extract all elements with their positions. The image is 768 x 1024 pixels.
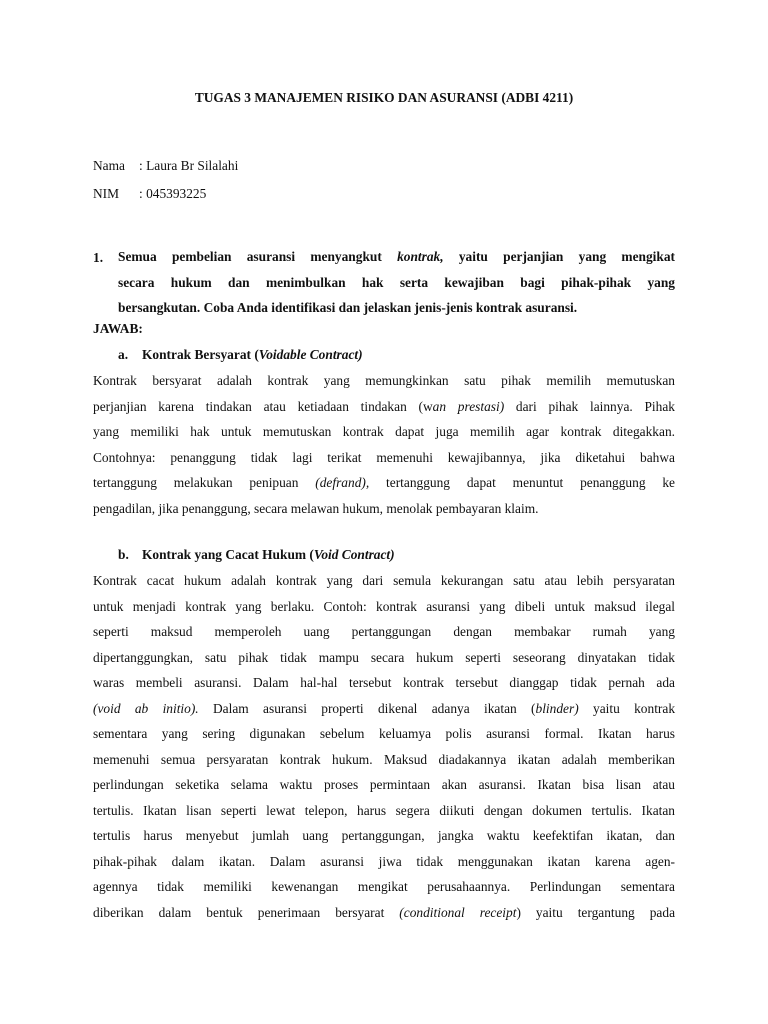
section-a-heading-text: Kontrak Bersyarat ( bbox=[142, 347, 259, 362]
section-a-letter: a. bbox=[118, 347, 129, 362]
paragraph-line: dipertanggungkan, satu pihak tidak mampu secara hukum seperti seseorang dinyatakan tidak bbox=[93, 649, 675, 665]
section-b-letter: b. bbox=[118, 547, 129, 562]
question-line: secara hukum dan menimbulkan hak serta kewajiban bagi pihak-pihak yang bbox=[118, 274, 675, 290]
nim-row bbox=[93, 184, 206, 204]
section-b-heading bbox=[118, 545, 395, 565]
paragraph-line: yang memiliki hak untuk memutuskan kontrak dapat juga memilih agar kontrak ditegakkan. bbox=[93, 424, 675, 439]
paragraph-line: seperti maksud memperoleh uang pertanggungan dengan membakar rumah yang bbox=[93, 624, 675, 639]
paragraph-line: Contohnya: penanggung tidak lagi terikat memenuhi kewajibannya, jika diketahui bahwa bbox=[93, 449, 675, 465]
paragraph-line: Kontrak bersyarat adalah kontrak yang memungkinkan satu pihak memilih memutuskan bbox=[93, 373, 675, 388]
paragraph-line: perjanjian karena tindakan atau ketiadaan tindakan (wan prestasi) dari pihak lainnya. Pihak bbox=[93, 398, 675, 414]
question-line: Semua pembelian asuransi menyangkut kontrak, yaitu perjanjian yang mengikat bbox=[118, 249, 675, 264]
section-b-heading-text: Kontrak yang Cacat Hukum ( bbox=[142, 547, 314, 562]
paragraph-line: tertanggung melakukan penipuan (defrand), tertanggung dapat menuntut penanggung ke bbox=[93, 475, 675, 490]
question-number: 1. bbox=[93, 250, 104, 265]
answer-label: JAWAB: bbox=[93, 321, 143, 336]
paragraph-line: tertulis. Ikatan lisan seperti lewat telepon, harus segera diikuti dengan dokumen tertulis. Ikatan bbox=[93, 802, 675, 818]
paragraph-line: pihak-pihak dalam ikatan. Dalam asuransi jiwa tidak menggunakan ikatan karena agen- bbox=[93, 853, 675, 869]
name-label: Nama bbox=[93, 158, 125, 173]
question-text bbox=[118, 244, 675, 321]
document-title: TUGAS 3 MANAJEMEN RISIKO DAN ASURANSI (ADBI 4211) bbox=[194, 90, 574, 105]
paragraph-line: pengadilan, jika penanggung, secara melawan hukum, menolak pembayaran klaim. bbox=[93, 500, 539, 516]
name-value: : Laura Br Silalahi bbox=[139, 158, 239, 173]
section-a-heading-italic: Voidable Contract) bbox=[258, 347, 363, 362]
section-a-paragraph bbox=[93, 368, 675, 521]
name-row bbox=[93, 156, 238, 176]
section-b-heading-italic: Void Contract) bbox=[313, 547, 395, 562]
question-line: bersangkutan. Coba Anda identifikasi dan jelaskan jenis-jenis kontrak asuransi. bbox=[118, 300, 578, 315]
section-a-heading bbox=[118, 345, 363, 365]
paragraph-line: memenuhi semua persyaratan kontrak hukum. Maksud diadakannya ikatan adalah memberikan bbox=[93, 751, 675, 767]
nim-value: : 045393225 bbox=[139, 186, 207, 201]
paragraph-line: perlindungan seketika selama waktu proses permintaan akan asuransi. Ikatan bisa lisan atau bbox=[93, 777, 675, 792]
paragraph-line: waras membeli asuransi. Dalam hal-hal tersebut kontrak tersebut dianggap tidak pernah ada bbox=[93, 675, 675, 690]
paragraph-line: untuk menjadi kontrak yang berlaku. Contoh: kontrak asuransi yang dibeli untuk maksud ilegal bbox=[93, 598, 675, 614]
paragraph-line: (void ab initio). Dalam asuransi properti dikenal adanya ikatan (blinder) yaitu kontrak bbox=[93, 700, 676, 716]
nim-label: NIM bbox=[93, 186, 120, 201]
paragraph-line: Kontrak cacat hukum adalah kontrak yang dari semula kekurangan satu atau lebih persyaratan bbox=[93, 573, 675, 588]
paragraph-line: diberikan dalam bentuk penerimaan bersyarat (conditional receipt) yaitu tergantung pada bbox=[93, 904, 676, 920]
paragraph-line: agennya tidak memiliki kewenangan mengikat perusahaannya. Perlindungan sementara bbox=[93, 879, 675, 894]
paragraph-line: sementara yang sering digunakan sebelum keluamya polis asuransi formal. Ikatan harus bbox=[93, 726, 675, 741]
paragraph-line: tertulis harus menyebut jumlah uang pertanggungan, jangka waktu keefektifan ikatan, dan bbox=[93, 828, 675, 843]
section-b-paragraph bbox=[93, 568, 675, 925]
